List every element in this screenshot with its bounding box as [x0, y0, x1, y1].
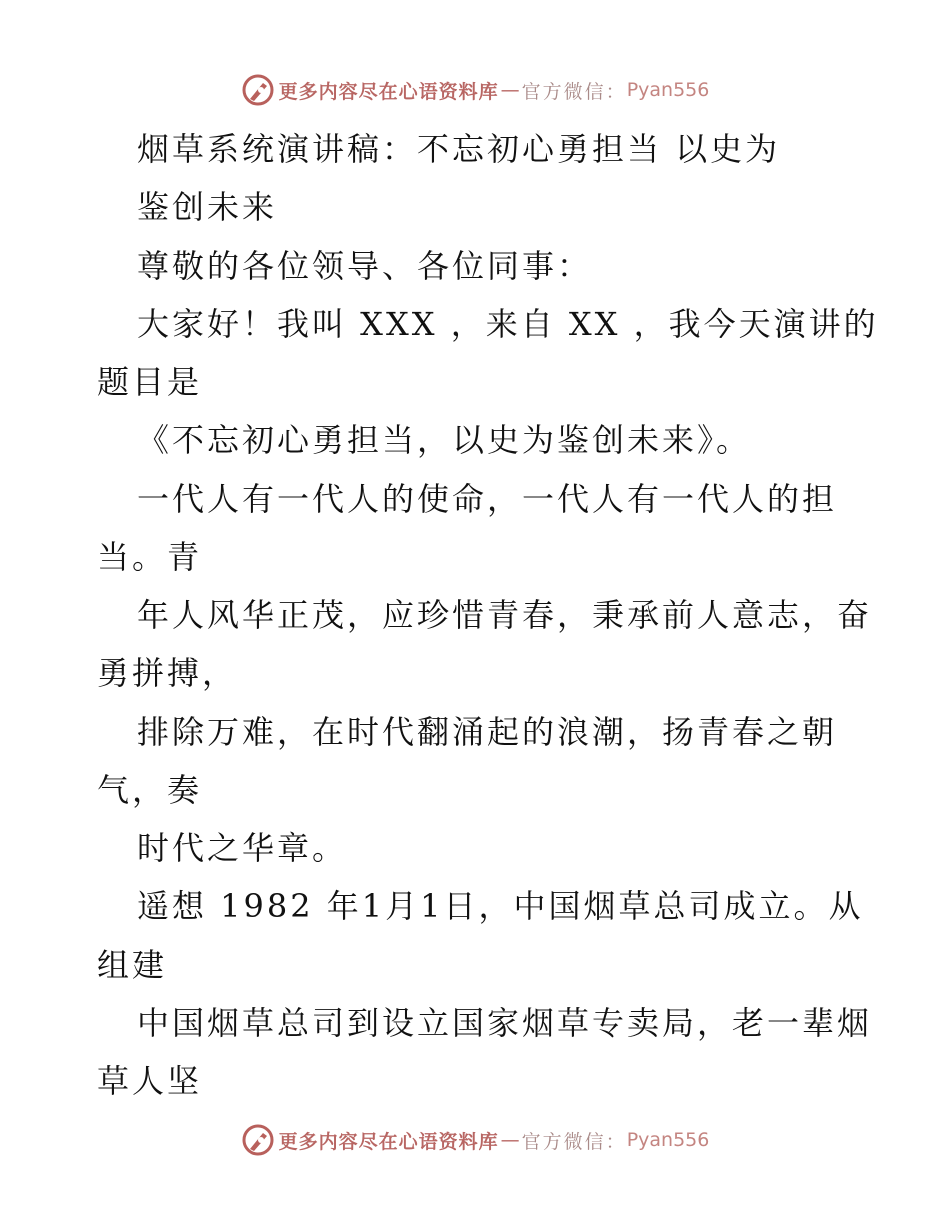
doc-line: 排除万难，在时代翻涌起的浪潮，扬青春之朝 [137, 713, 838, 751]
banner-dash: — [500, 79, 520, 101]
doc-line: 大家好！我叫 XXX ，来自 XX ，我今天演讲的 [137, 305, 879, 343]
doc-line: 气，奏 [97, 771, 203, 809]
doc-line: 遥想 1982 年1月1日，中国烟草总司成立。从 [137, 887, 864, 925]
pen-logo-icon [241, 73, 275, 107]
watermark-banner-bottom [0, 1120, 950, 1160]
banner-dash: — [500, 1129, 520, 1151]
doc-line: 草人坚 [97, 1062, 203, 1100]
doc-line: 年人风华正茂，应珍惜青春，秉承前人意志，奋 [137, 596, 873, 634]
banner-brand-text: 更多内容尽在心语资料库 [278, 80, 499, 103]
doc-salutation: 尊敬的各位领导、各位同事： [137, 247, 593, 285]
watermark-banner-top [0, 70, 950, 110]
doc-line: 一代人有一代人的使命，一代人有一代人的担 [137, 480, 838, 518]
doc-line: 当。青 [97, 538, 203, 576]
banner-brand-text: 更多内容尽在心语资料库 [278, 1130, 499, 1153]
banner-contact-label: 官方微信： [521, 80, 627, 103]
doc-line: 题目是 [97, 363, 203, 401]
banner-contact-label: 官方微信： [521, 1130, 627, 1153]
doc-line: 《不忘初心勇担当，以史为鉴创未来》。 [137, 421, 752, 459]
banner-wechat-id: Pyan556 [626, 79, 710, 101]
doc-line: 组建 [97, 946, 168, 984]
doc-line: 中国烟草总司到设立国家烟草专卖局，老一辈烟 [137, 1004, 873, 1042]
doc-line: 勇拼搏， [97, 654, 238, 692]
doc-title-line-1: 烟草系统演讲稿：不忘初心勇担当 以史为 [137, 130, 781, 168]
doc-title-line-2: 鉴创未来 [137, 188, 278, 226]
banner-wechat-id: Pyan556 [626, 1129, 710, 1151]
pen-logo-icon [241, 1123, 275, 1157]
doc-line: 时代之华章。 [137, 829, 348, 867]
